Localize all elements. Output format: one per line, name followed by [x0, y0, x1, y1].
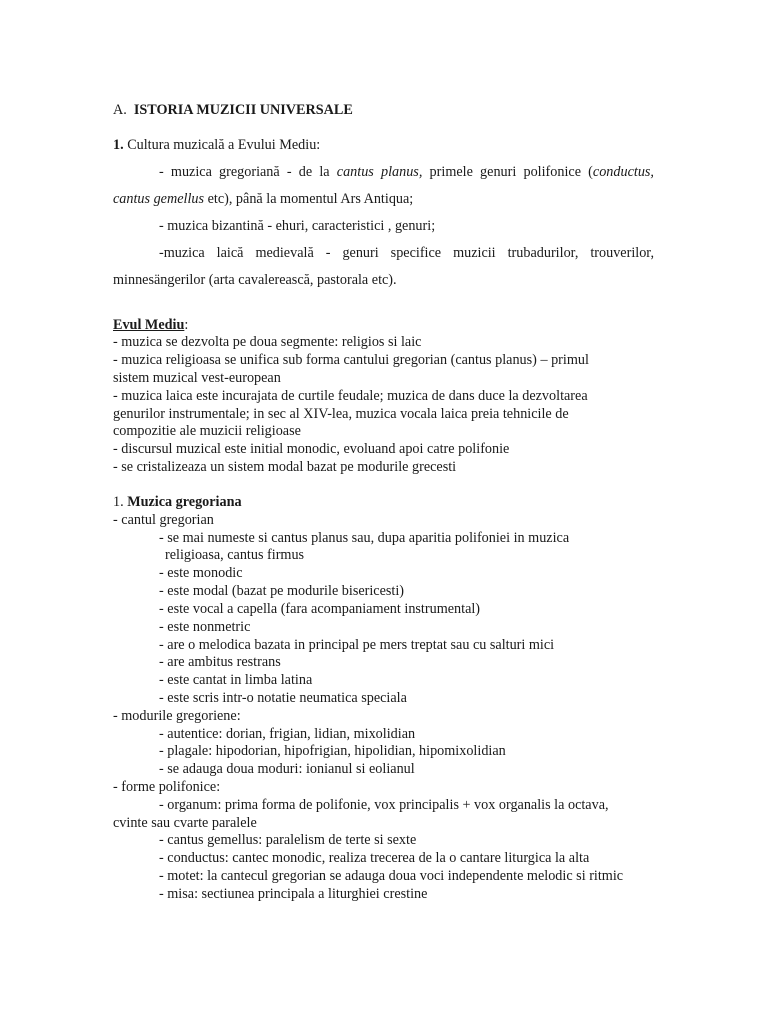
italic-run: cantus gemellus [113, 191, 205, 207]
paragraph-bizantina: - muzica bizantină - ehuri, caracteristici , genuri; [159, 218, 436, 234]
paragraph-gregoriana-line2 [113, 190, 413, 208]
text-run: etc), până la momentul Ars Antiqua; [204, 191, 414, 207]
evul-mediu-title: Evul Mediu [113, 317, 185, 333]
cant-item: - are o melodica bazata in principal pe mers treptat sau cu salturi mici [159, 637, 555, 653]
colon: : [184, 317, 189, 333]
heading-title: ISTORIA MUZICII UNIVERSALE [133, 102, 353, 118]
cant-item: - este vocal a capella (fara acompaniament instrumental) [159, 601, 481, 617]
cant-item: - este scris intr-o notatie neumatica speciala [159, 690, 407, 706]
paragraph-laica-line2: minnesängerilor (arta cavalerească, pastorala etc). [113, 272, 397, 288]
cant-item: - este nonmetric [159, 619, 251, 635]
heading-title: Muzica gregoriana [127, 494, 242, 510]
cant-item: - este cantat in limba latina [159, 672, 313, 688]
forme-label: - forme polifonice: [113, 779, 221, 795]
evul-line: genurilor instrumentale; in sec al XIV-lea, muzica vocala laica preia tehnicile de [113, 406, 569, 422]
moduri-item: - autentice: dorian, frigian, lidian, mixolidian [159, 726, 416, 742]
heading-number: 1. [113, 494, 128, 510]
moduri-item: - plagale: hipodorian, hipofrigian, hipolidian, hipomixolidian [159, 743, 506, 759]
cant-item: - este monodic [159, 565, 243, 581]
italic-run: cantus planus, [336, 164, 423, 180]
subsection-number: 1. [113, 137, 124, 153]
evul-line: sistem muzical vest-european [113, 370, 281, 386]
paragraph-laica-line1: -muzica laică medievală - genuri specifice muzicii trubadurilor, trouverilor, [159, 245, 654, 261]
heading-letter: A. [113, 102, 127, 118]
forme-item: - conductus: cantec monodic, realiza trecerea de la o cantare liturgica la alta [159, 850, 590, 866]
forme-item: - misa: sectiunea principala a liturghiei crestine [159, 886, 428, 902]
forme-item: - motet: la cantecul gregorian se adauga doua voci independente melodic si ritmic [159, 868, 624, 884]
subsection-text: Cultura muzicală a Evului Mediu: [127, 137, 321, 153]
evul-line: - se cristalizeaza un sistem modal bazat pe modurile grecesti [113, 459, 457, 475]
evul-line: - discursul muzical este initial monodic, evoluand apoi catre polifonie [113, 441, 510, 457]
forme-item: - cantus gemellus: paralelism de terte si sexte [159, 832, 417, 848]
paragraph-gregoriana-line1 [159, 163, 654, 181]
evul-line: - muzica religioasa se unifica sub forma cantului gregorian (cantus planus) – primul [113, 352, 589, 368]
cant-item: - se mai numeste si cantus planus sau, dupa aparitia polifoniei in muzica [159, 530, 570, 546]
section-heading [113, 101, 353, 119]
evul-line: compozitie ale muzicii religioase [113, 423, 301, 439]
cant-label: - cantul gregorian [113, 512, 214, 528]
cant-item: - este modal (bazat pe modurile bisericesti) [159, 583, 405, 599]
cant-item-cont: religioasa, cantus firmus [165, 547, 305, 563]
gregoriana-heading [113, 493, 242, 511]
italic-run: conductus, [592, 164, 654, 180]
forme-item-cont: cvinte sau cvarte paralele [113, 815, 257, 831]
evul-line: - muzica se dezvolta pe doua segmente: religios si laic [113, 334, 422, 350]
text-run: - muzica gregoriană - de la [159, 164, 337, 180]
forme-item: - organum: prima forma de polifonie, vox principalis + vox organalis la octava, [159, 797, 609, 813]
moduri-item: - se adauga doua moduri: ionianul si eolianul [159, 761, 415, 777]
subsection-title [113, 136, 320, 154]
evul-mediu-heading [113, 316, 188, 334]
text-run: primele genuri polifonice ( [422, 164, 593, 180]
cant-item: - are ambitus restrans [159, 654, 281, 670]
moduri-label: - modurile gregoriene: [113, 708, 241, 724]
evul-line: - muzica laica este incurajata de curtile feudale; muzica de dans duce la dezvoltarea [113, 388, 588, 404]
